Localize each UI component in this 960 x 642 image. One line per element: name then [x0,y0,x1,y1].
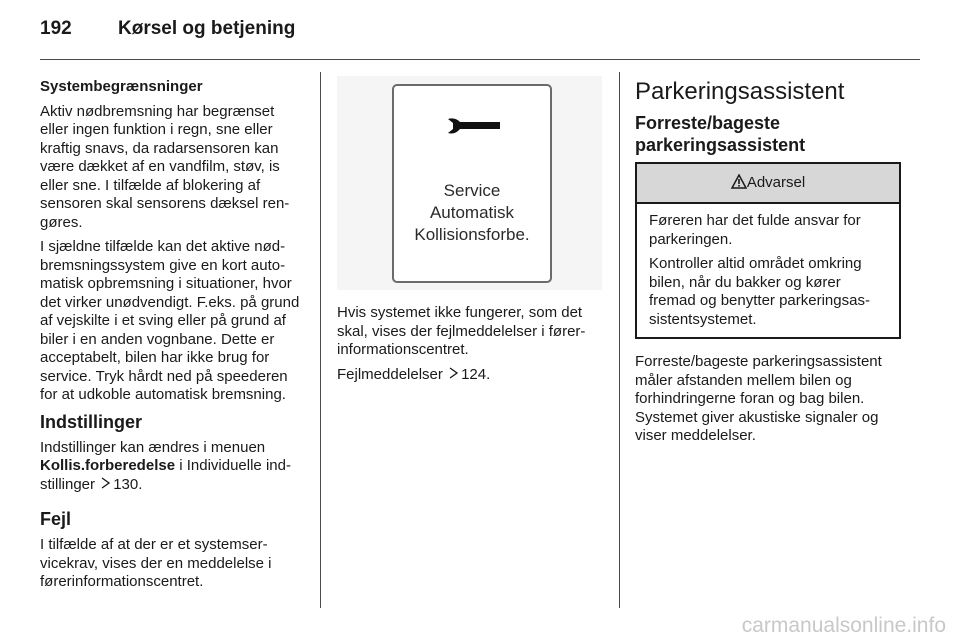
page-title: Kørsel og betjening [118,18,296,39]
watermark: carmanualsonline.info [741,614,946,637]
warning-header: Advarsel [637,164,899,204]
page-reference-icon [101,476,111,495]
warning-icon [731,174,747,189]
page-reference-icon [449,366,459,385]
section-heading-fault: Fejl [40,509,72,529]
section-subtitle: Forreste/bageste parkeringsassistent [635,113,806,155]
section-title: Parkeringsassistent [635,78,845,105]
paragraph: Aktiv nødbremsning har begrænset eller ingen funktion i regn, sne eller kraftig snavs, da radarsensoren kan være dækket af en vandfilm, støv, is eller sne. I tilfælde af blokering af sensoren skal sensorens dæksel rengøres. [40,102,290,231]
paragraph-settings: Indstillinger kan ændres i menuen Kollis.forberedelse i Individuelle indstillinger 130. [40,438,291,493]
info-display [392,84,552,283]
column-divider-2 [619,72,620,608]
column-2 [337,304,605,390]
section-heading-limitations: Systembegrænsninger [40,78,203,95]
warning-text: Kontroller altid området omkring bilen, når du bakker og kører fremad og benytter parkeringsassistentsystemet. [649,255,870,328]
column-1 [40,78,304,598]
display-text: Service Automatisk Kollisionsforbe. [414,181,530,244]
header-rule [40,59,920,60]
paragraph: I sjældne tilfælde kan det aktive nødbremsningssystem give en kort automatisk opbremsning i situationer, hvor det virker unødvendigt. F.eks. på grund af vejskilte i et sving eller på grund af biler i en anden vognbane. Dette er acceptabelt, bilen har ikke brug for service. Tryk hårdt ned på speederen for at udkoble automatisk bremsning. [40,238,300,403]
paragraph: Hvis systemet ikke fungerer, som det skal, vises der fejlmeddelelser i førerinformationscentret. [337,304,586,358]
column-divider-1 [320,72,321,608]
section-heading-settings: Indstillinger [40,411,143,432]
display-illustration [337,76,602,290]
wrench-icon [446,116,502,138]
column-3 [635,78,901,452]
paragraph: I tilfælde af at der er et systemservicekrav, vises der en meddelelse i førerinformationscentret. [40,536,272,590]
warning-body [637,204,899,337]
warning-box [635,162,901,339]
paragraph-ref: Fejlmeddelelser 124. [337,365,491,383]
warning-text: Føreren har det fulde ansvar for parkeringen. [649,212,861,248]
menu-name: Kollis.forberedelse [40,457,176,474]
page-number: 192 [40,18,72,39]
paragraph: Forreste/bageste parkeringsassistent måler afstanden mellem bilen og forhindringerne foran og bag bilen. Systemet giver akustiske signaler og viser meddelelser. [635,353,882,444]
